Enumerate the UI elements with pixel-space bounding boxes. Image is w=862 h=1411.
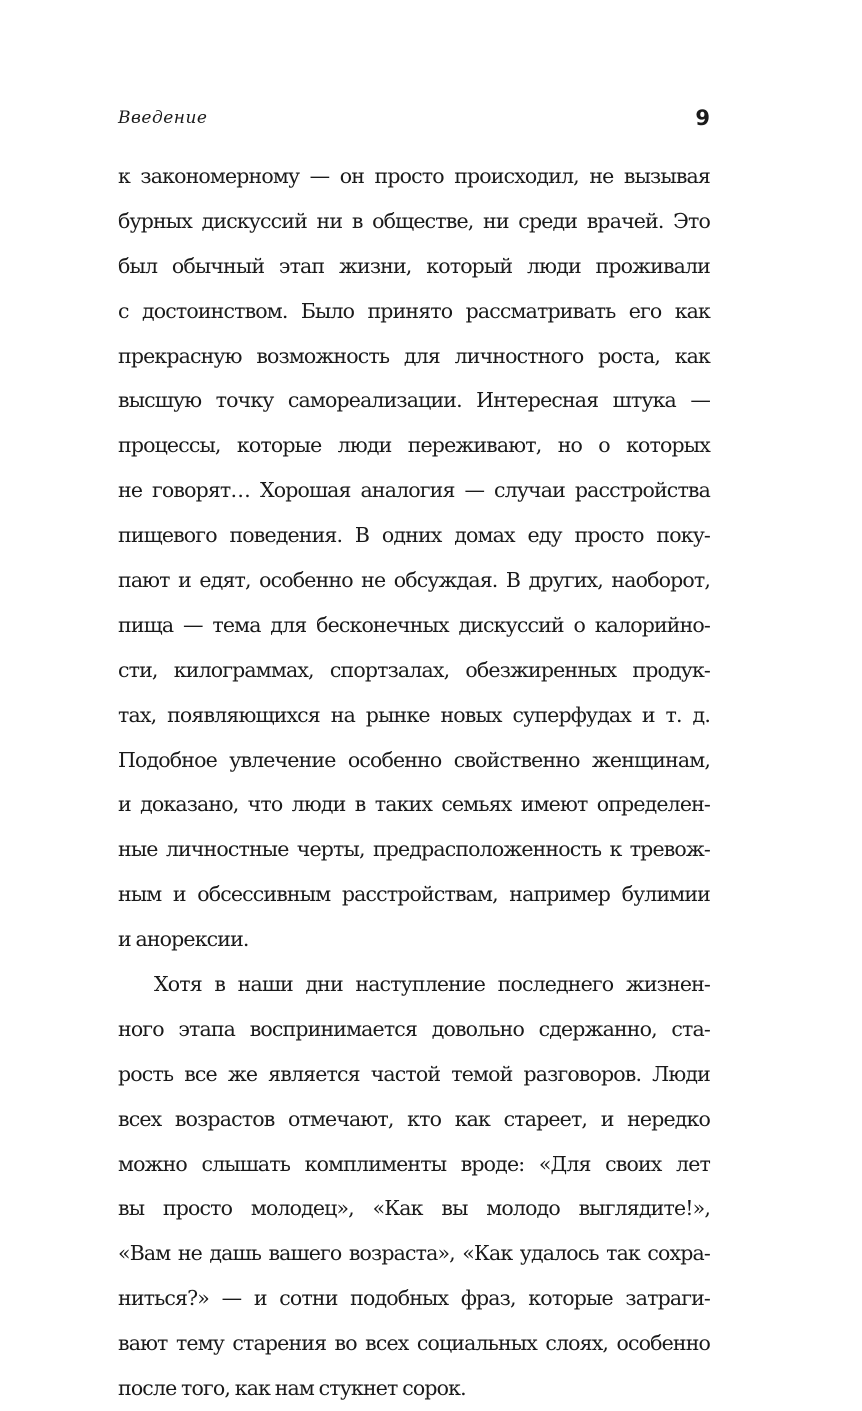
- text-line: вы просто молодец», «Как вы молодо выглядите!»,: [118, 1196, 710, 1221]
- running-head: Введение: [118, 108, 208, 128]
- text-line: можно слышать комплименты вроде: «Для своих лет: [118, 1151, 710, 1176]
- text-line: Хотя в наши дни наступление последнего жизнен-: [154, 972, 710, 997]
- text-line: прекрасную возможность для личностного роста, как: [118, 343, 710, 368]
- page-number: 9: [695, 106, 710, 130]
- paragraph-2: [118, 962, 710, 1411]
- text-line: к закономерному — он просто происходил, не вызывая: [118, 164, 710, 188]
- text-line: «Вам не дашь вашего возраста», «Как удалось так сохра-: [118, 1241, 710, 1266]
- text-line: пищевого поведения. В одних домах еду просто поку-: [118, 523, 710, 548]
- text-line: процессы, которые люди переживают, но о которых: [118, 433, 710, 458]
- text-line: рость все же является частой темой разговоров. Люди: [118, 1061, 710, 1086]
- text-line: был обычный этап жизни, который люди проживали: [118, 253, 710, 278]
- text-line: сти, килограммах, спортзалах, обезжиренных продук-: [118, 657, 710, 682]
- text-line: пают и едят, особенно не обсуждая. В других, наоборот,: [118, 568, 710, 593]
- text-line: бурных дискуссий ни в обществе, ни среди врачей. Это: [118, 208, 710, 233]
- text-line: ные личностные черты, предрасположенность к тревож-: [118, 837, 710, 862]
- text-line: не говорят… Хорошая аналогия — случаи расстройства: [118, 478, 710, 503]
- text-line: с достоинством. Было принято рассматривать его как: [118, 298, 710, 323]
- text-line: ного этапа воспринимается довольно сдержанно, ста-: [118, 1016, 710, 1041]
- body-text: [118, 154, 710, 1411]
- text-line: вают тему старения во всех социальных слоях, особенно: [118, 1331, 710, 1356]
- text-line: ниться?» — и сотни подобных фраз, которые затраги-: [118, 1286, 710, 1311]
- text-line: высшую точку самореализации. Интересная штука —: [118, 388, 710, 413]
- text-line: и анорексии.: [118, 927, 249, 952]
- text-line: после того, как нам стукнет сорок.: [118, 1376, 466, 1401]
- paragraph-1: [118, 154, 710, 962]
- text-line: тах, появляющихся на рынке новых суперфудах и т. д.: [118, 702, 710, 727]
- text-line: и доказано, что люди в таких семьях имеют определен-: [118, 792, 710, 817]
- text-line: всех возрастов отмечают, кто как стареет, и нередко: [118, 1106, 710, 1131]
- text-line: пища — тема для бесконечных дискуссий о калорийно-: [118, 612, 710, 637]
- text-line: ным и обсессивным расстройствам, например булимии: [118, 882, 710, 907]
- text-line: Подобное увлечение особенно свойственно женщинам,: [118, 747, 710, 772]
